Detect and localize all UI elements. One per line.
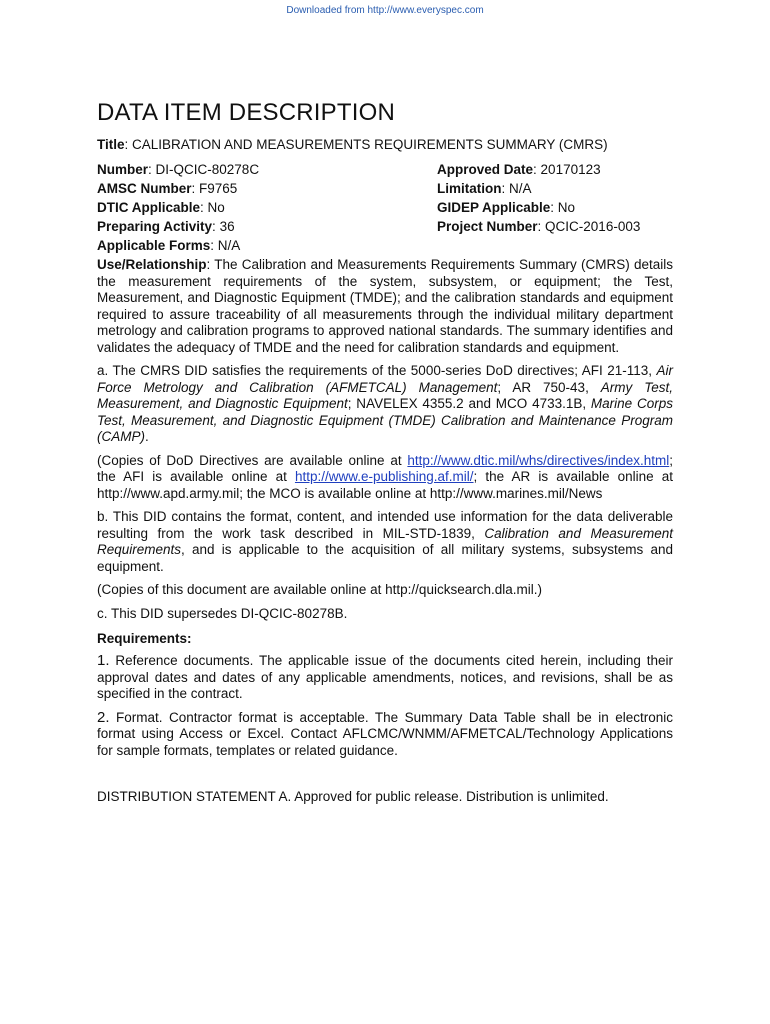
copies-text: ; the AFI is available online at <box>97 452 673 484</box>
metadata-fields <box>97 162 673 234</box>
requirements-heading: Requirements: <box>97 631 192 646</box>
applicable-forms-field: Applicable Forms: N/A <box>97 238 241 253</box>
applicable-forms-value: N/A <box>217 238 241 253</box>
distribution-statement: DISTRIBUTION STATEMENT A. Approved for public release. Distribution is unlimited. <box>97 789 609 804</box>
copies-text: (Copies of DoD Directives are available online at <box>97 452 408 468</box>
mil-std-title: Calibration and Measurement Requirements <box>97 525 673 557</box>
project-number-field: Project Number: QCIC-2016-003 <box>437 219 641 234</box>
preparing-activity-value: 36 <box>219 219 235 234</box>
gidep-applicable-value: No <box>557 200 576 215</box>
approved-date-value: 20170123 <box>540 162 601 177</box>
dtic-applicable-label: DTIC Applicable <box>97 200 201 215</box>
e-publishing-link[interactable]: http://www.e-publishing.af.mil/ <box>294 469 474 484</box>
number-field: Number: DI-QCIC-80278C <box>97 162 260 177</box>
title-row: Title: CALIBRATION AND MEASUREMENTS REQUIREMENTS SUMMARY (CMRS) <box>97 137 608 152</box>
limitation-label: Limitation <box>437 181 502 196</box>
limitation-value: N/A <box>509 181 532 196</box>
paragraph-a-text: a. The CMRS DID satisfies the requirements of the 5000-series DoD directives; AFI 21-113, <box>97 363 657 378</box>
copies-directives-paragraph <box>97 453 673 503</box>
copies-document-paragraph: (Copies of this document are available online at http://quicksearch.dla.mil.) <box>97 582 542 597</box>
amsc-number-label: AMSC Number <box>97 181 192 196</box>
approved-date-field: Approved Date: 20170123 <box>437 162 601 177</box>
requirement-item-1 <box>97 653 673 703</box>
dtic-applicable-field: DTIC Applicable: No <box>97 200 225 215</box>
paragraph-b-text: b. This DID contains the format, content, and intended use information for the data deliverable resulting from the work task described in MIL-STD-1839, <box>97 509 673 541</box>
gidep-applicable-field: GIDEP Applicable: No <box>437 200 576 215</box>
preparing-activity-field: Preparing Activity: 36 <box>97 219 235 234</box>
paragraph-a-text: ; AR 750-43, <box>497 379 601 395</box>
paragraph-b-text: , and is applicable to the acquisition of all military systems, subsystems and equipment. <box>97 542 673 574</box>
paragraph-a-text: ; NAVELEX 4355.2 and MCO 4733.1B, <box>347 396 591 411</box>
use-relationship-text: The Calibration and Measurements Requirements Summary (CMRS) details the measurement requirements of the system, subsystem, or equipment; the Test, Measurement, and Diagnostic Equipment (TMDE); and the calibration standards and equipment required to assure traceability of all measurements through the individual military department metrology and calibration programs to approved national standards. The summary identifies and validates the adequacy of TMDE and the need for calibration standards and equipment. <box>97 257 673 355</box>
paragraph-b <box>97 509 673 575</box>
dtic-applicable-value: No <box>207 200 225 215</box>
requirement-text: Format. Contractor format is acceptable. The Summary Data Table shall be in electronic format using Access or Excel. Contact AFLCMC/WNMM/AFMETCAL/Technology Applications for sample formats, templates or related guidance. <box>97 709 673 758</box>
approved-date-label: Approved Date <box>437 162 534 177</box>
use-relationship-label: Use/Relationship <box>97 257 207 272</box>
requirement-item-2 <box>97 710 673 760</box>
document-heading: DATA ITEM DESCRIPTION <box>97 99 396 126</box>
marine-corps-camp-title: Marine Corps Test, Measurement, and Diagnostic Equipment (TMDE) Calibration and Maintenance Program (CAMP) <box>97 396 673 444</box>
title-value: CALIBRATION AND MEASUREMENTS REQUIREMENTS SUMMARY (CMRS) <box>132 137 608 152</box>
title-label: Title <box>97 137 125 152</box>
requirement-number: 1. <box>97 652 110 669</box>
afmetcal-title: Air Force Metrology and Calibration (AFMETCAL) Management <box>97 363 673 395</box>
project-number-label: Project Number <box>437 219 538 234</box>
number-value: DI-QCIC-80278C <box>155 162 260 177</box>
paragraph-c: c. This DID supersedes DI-QCIC-80278B. <box>97 605 348 621</box>
project-number-value: QCIC-2016-003 <box>545 219 641 234</box>
download-banner: Downloaded from http://www.everyspec.com <box>286 5 484 16</box>
copies-text: ; the AR is available online at http://www.apd.army.mil; the MCO is available online at http://www.marines.mil/News <box>97 469 673 501</box>
amsc-number-field: AMSC Number: F9765 <box>97 181 238 196</box>
limitation-field: Limitation: N/A <box>437 181 532 196</box>
amsc-number-value: F9765 <box>199 181 238 196</box>
requirement-number: 2. <box>97 708 110 726</box>
gidep-applicable-label: GIDEP Applicable <box>437 200 551 215</box>
paragraph-a <box>97 363 673 446</box>
preparing-activity-label: Preparing Activity <box>97 219 213 234</box>
army-tmde-title: Army Test, Measurement, and Diagnostic Equipment <box>97 379 673 411</box>
paragraph-a-text: . <box>145 429 149 444</box>
requirement-text: Reference documents. The applicable issue of the documents cited herein, including their approval dates and dates of any applicable amendments, notices, and revisions, shall be as specified in the contract. <box>97 653 673 701</box>
document-page <box>97 99 673 804</box>
dtic-directives-link[interactable]: http://www.dtic.mil/whs/directives/index.html <box>407 452 670 468</box>
use-relationship-paragraph: Use/Relationship: The Calibration and Measurements Requirements Summary (CMRS) details the measurement requirements of the system, subsystem, or equipment; the Test, Measurement, and Diagnostic Equipment (TMDE); and the calibration standards and equipment required to assure traceability of all measurements through the individual military department metrology and calibration programs to approved national standards. The summary identifies and validates the adequacy of TMDE and the need for calibration standards and equipment. <box>97 257 673 355</box>
applicable-forms-label: Applicable Forms <box>97 238 211 253</box>
number-label: Number <box>97 162 149 177</box>
